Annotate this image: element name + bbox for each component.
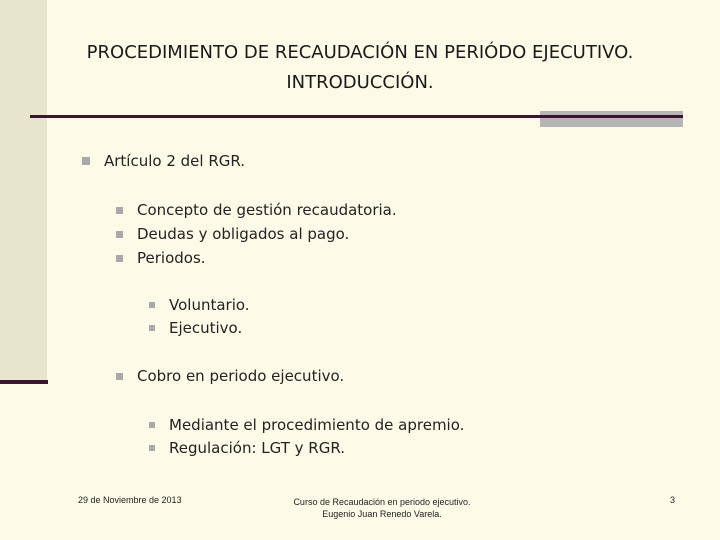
left-decorative-panel xyxy=(0,0,47,382)
square-bullet-icon xyxy=(82,157,90,165)
square-bullet-icon xyxy=(116,207,123,214)
bullet-text: Mediante el procedimiento de apremio. xyxy=(169,416,465,434)
bullet-text: Artículo 2 del RGR. xyxy=(104,152,246,170)
bullet-item-ejecutivo xyxy=(149,319,242,337)
square-bullet-icon xyxy=(149,302,155,308)
bullet-item-deudas xyxy=(116,225,349,243)
bullet-item-apremio xyxy=(149,416,464,434)
bullet-text: Concepto de gestión recaudatoria. xyxy=(137,201,397,219)
slide-title-line1: PROCEDIMIENTO DE RECAUDACIÓN EN PERIÓDO EJECUTIVO. xyxy=(86,42,634,63)
slide-title-line2: INTRODUCCIÓN. xyxy=(286,72,434,93)
bullet-text: Deudas y obligados al pago. xyxy=(137,225,350,243)
left-panel-underline xyxy=(0,380,48,384)
title-divider-accent xyxy=(540,111,683,127)
slide-title xyxy=(60,38,660,98)
page-number: 3 xyxy=(670,495,676,505)
bullet-item-concepto xyxy=(116,201,397,219)
bullet-text: Regulación: LGT y RGR. xyxy=(169,439,346,457)
bullet-text: Cobro en periodo ejecutivo. xyxy=(137,367,345,385)
bullet-text: Periodos. xyxy=(137,249,206,267)
bullet-text: Voluntario. xyxy=(169,296,250,314)
square-bullet-icon xyxy=(116,231,123,238)
bullet-item-cobro xyxy=(116,367,344,385)
square-bullet-icon xyxy=(149,445,155,451)
square-bullet-icon xyxy=(149,422,155,428)
bullet-item-regulacion xyxy=(149,439,345,457)
footer-course-title: Curso de Recaudación en periodo ejecutivo. xyxy=(293,497,471,507)
footer-author: Eugenio Juan Renedo Varela. xyxy=(322,509,442,519)
square-bullet-icon xyxy=(149,325,155,331)
footer-date: 29 de Noviembre de 2013 xyxy=(78,495,182,505)
bullet-item-articulo xyxy=(82,152,245,170)
title-divider xyxy=(30,115,540,118)
bullet-item-periodos xyxy=(116,249,206,267)
bullet-text: Ejecutivo. xyxy=(169,319,243,337)
bullet-item-voluntario xyxy=(149,296,250,314)
square-bullet-icon xyxy=(116,373,123,380)
square-bullet-icon xyxy=(116,255,123,262)
footer-course xyxy=(262,496,502,520)
